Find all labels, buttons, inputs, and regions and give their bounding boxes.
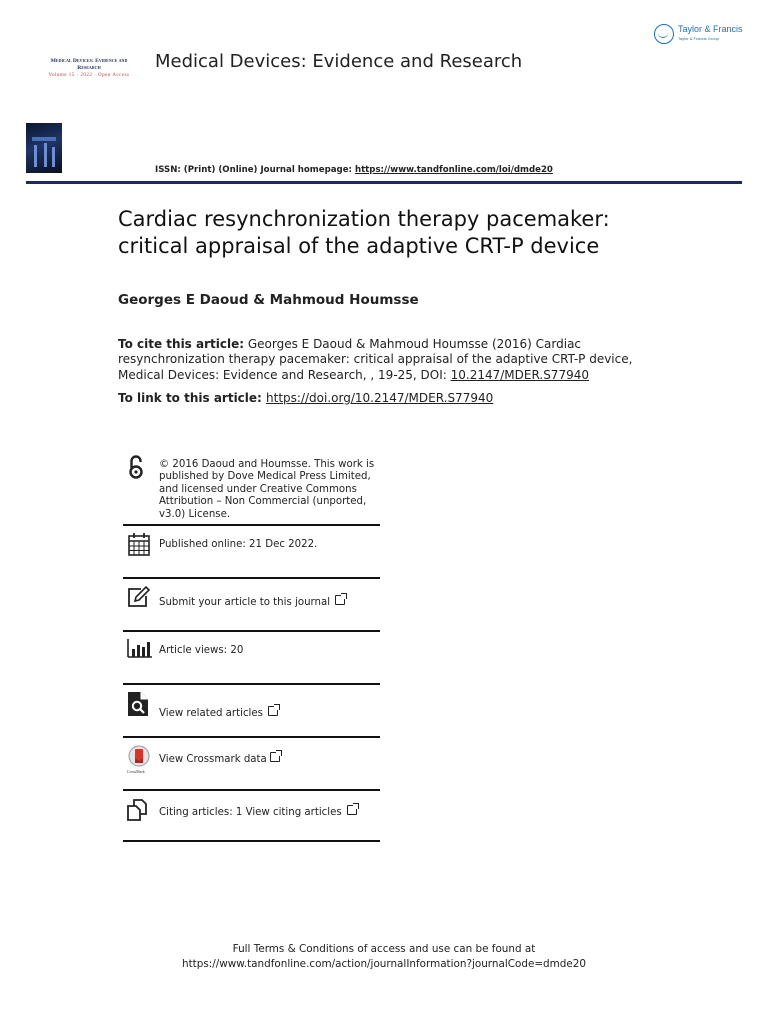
edit-icon (127, 586, 151, 608)
open-access-icon (127, 454, 147, 480)
journal-masthead-logo (46, 58, 132, 79)
related-articles-icon (127, 691, 149, 717)
info-divider (123, 577, 380, 579)
external-link-icon (270, 752, 280, 762)
article-authors: Georges E Daoud & Mahmoud Houmsse (118, 292, 419, 308)
doi-url-link[interactable]: https://doi.org/10.2147/MDER.S77940 (266, 391, 494, 405)
taylor-francis-icon (654, 24, 674, 44)
article-title-line-2: critical appraisal of the adaptive CRT-P device (118, 234, 600, 258)
article-title (118, 206, 678, 260)
citation-block (118, 337, 646, 383)
journal-homepage-link[interactable]: https://www.tandfonline.com/loi/dmde20 (354, 165, 553, 175)
crossmark-link[interactable]: View Crossmark data (159, 754, 267, 765)
footer (0, 942, 768, 972)
article-title-line-1: Cardiac resynchronization therapy pacemaker: (118, 207, 610, 231)
citing-articles-link[interactable]: Citing articles: 1 View citing articles (159, 807, 342, 818)
publisher-name: Taylor & Francis (678, 24, 743, 34)
info-divider (123, 736, 380, 738)
issn-text: ISSN: (Print) (Online) Journal homepage: (155, 165, 355, 175)
external-link-icon (347, 805, 357, 815)
license-text: © 2016 Daoud and Houmsse. This work is published by Dove Medical Press Limited, and licensed under Creative Commons Attribution – Non Commercial (unported, v3.0) License. (159, 459, 375, 520)
info-divider (123, 630, 380, 632)
info-divider (123, 683, 380, 685)
link-line (118, 391, 493, 405)
cite-label: To cite this article: (118, 337, 245, 351)
footer-terms-text: Full Terms & Conditions of access and use can be found at (232, 943, 536, 955)
published-date: Published online: 21 Dec 2022. (159, 539, 318, 550)
article-views: Article views: 20 (159, 645, 244, 656)
related-articles-link[interactable]: View related articles (159, 708, 263, 719)
calendar-icon (128, 532, 150, 556)
cite-text: Georges E Daoud & Mahmoud Houmsse (2016) Cardiac resynchronization therapy pacemaker: critical appraisal of the adaptive CRT-P device, Medical Devices: Evidence and Research, , 19-25, DOI: (118, 337, 633, 382)
external-link-icon (268, 706, 278, 716)
doi-link-short[interactable]: 10.2147/MDER.S77940 (450, 367, 589, 382)
footer-terms-url[interactable]: https://www.tandfonline.com/action/journalInformation?journalCode=dmde20 (182, 958, 586, 970)
journal-title: Medical Devices: Evidence and Research (155, 51, 523, 72)
publisher-group: Taylor & Francis Group (678, 36, 719, 41)
header-divider (26, 181, 742, 184)
submit-article-link[interactable]: Submit your article to this journal (159, 597, 331, 608)
issn-line (155, 165, 553, 175)
publisher-logo (654, 22, 743, 46)
bar-chart-icon (127, 638, 153, 658)
info-divider (123, 840, 380, 842)
journal-cover-image (26, 123, 62, 173)
citing-articles-icon (127, 799, 151, 821)
info-divider (123, 524, 380, 526)
crossmark-logo-text: CrossMark (127, 769, 145, 774)
info-divider (123, 789, 380, 791)
masthead-title: Medical Devices: Evidence and Research (50, 58, 128, 71)
link-label: To link to this article: (118, 391, 267, 405)
external-link-icon (335, 595, 345, 605)
masthead-subline: Volume 15 · 2022 · Open Access (48, 73, 130, 78)
